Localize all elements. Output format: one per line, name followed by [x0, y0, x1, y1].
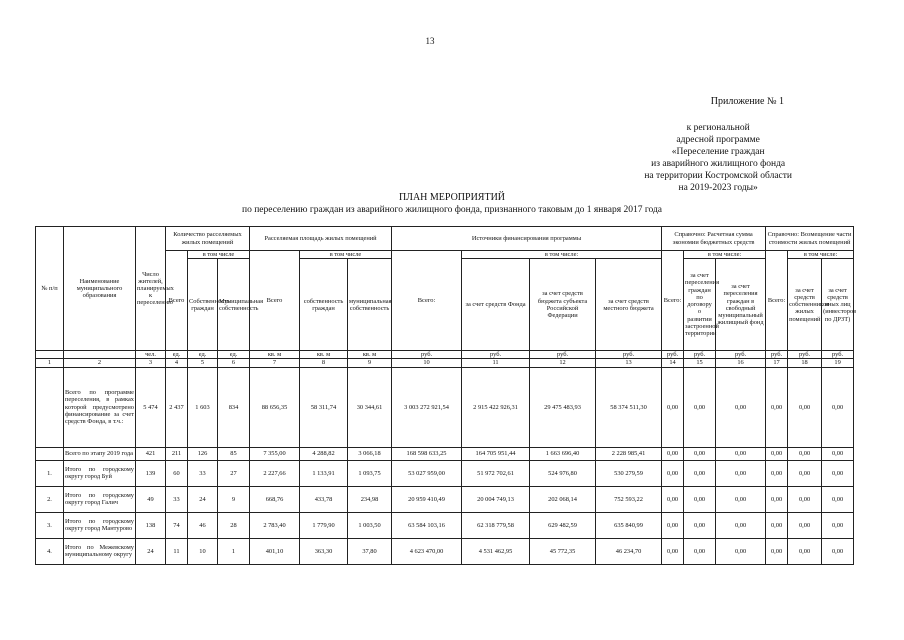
header-ref-compensation-group: Справочно: Возмещение части стоимости жилых помещений: [766, 227, 854, 251]
row-cell: 49: [136, 486, 166, 512]
row-cell: 0,00: [822, 460, 854, 486]
row-no: 4.: [36, 538, 64, 564]
row-cell: 1 133,91: [300, 460, 348, 486]
row-cell: 0,00: [822, 486, 854, 512]
header-econ-contract: за счет переселения граждан по договору о развитии застроенной территории: [684, 259, 716, 351]
row-cell: 530 279,59: [596, 460, 662, 486]
header-econ-free: за счет переселения граждан в свободный муниципальный жилищный фонд: [716, 259, 766, 351]
header-fund: за счет средств Фонда: [462, 259, 530, 351]
row-cell: 2 228 985,41: [596, 447, 662, 460]
unit-cell: руб.: [596, 351, 662, 359]
row-cell: 168 598 633,25: [392, 447, 462, 460]
unit-cell: кв. м: [300, 351, 348, 359]
column-number: 14: [662, 359, 684, 367]
column-number: 4: [166, 359, 188, 367]
unit-cell: руб.: [822, 351, 854, 359]
reference-line: на территории Костромской области: [644, 171, 792, 181]
row-cell: 3 066,18: [348, 447, 392, 460]
header-no: № п/п: [36, 227, 64, 351]
column-numbers-row: [36, 359, 854, 367]
unit-cell: руб.: [392, 351, 462, 359]
page-number: 13: [425, 36, 435, 46]
row-cell: 1 093,75: [348, 460, 392, 486]
header-subject-budget: за счет средств бюджета субъекта Российской Федерации: [530, 259, 596, 351]
appendix-label: Приложение № 1: [710, 96, 784, 107]
header-residents: Число жителей, планируемых к переселению: [136, 227, 166, 351]
row-cell: 0,00: [684, 367, 716, 447]
header-local-budget: за счет средств местного бюджета: [596, 259, 662, 351]
header-own-people-area: собственность граждан: [300, 259, 348, 351]
row-name: Итого по Межевскому муниципальному округу: [64, 538, 136, 564]
unit-cell: руб.: [462, 351, 530, 359]
row-cell: 20 959 410,49: [392, 486, 462, 512]
row-cell: 29 475 483,93: [530, 367, 596, 447]
row-cell: 0,00: [822, 512, 854, 538]
header-area-total: Всего: [250, 251, 300, 351]
row-cell: 0,00: [716, 447, 766, 460]
row-cell: 0,00: [766, 367, 788, 447]
column-number: 15: [684, 359, 716, 367]
header-area-in-that: в том числе: [300, 251, 392, 259]
row-cell: 0,00: [822, 367, 854, 447]
row-cell: 1 603: [188, 367, 218, 447]
row-cell: 0,00: [716, 460, 766, 486]
row-cell: 4 531 462,95: [462, 538, 530, 564]
row-cell: 0,00: [684, 486, 716, 512]
row-cell: 834: [218, 367, 250, 447]
row-cell: 63 584 103,16: [392, 512, 462, 538]
row-cell: 1 779,90: [300, 512, 348, 538]
row-cell: 0,00: [662, 512, 684, 538]
document-title: ПЛАН МЕРОПРИЯТИЙ: [398, 192, 506, 203]
row-cell: 37,80: [348, 538, 392, 564]
row-cell: 58 374 511,30: [596, 367, 662, 447]
row-cell: 234,98: [348, 486, 392, 512]
row-cell: 4 623 470,00: [392, 538, 462, 564]
row-cell: 0,00: [766, 538, 788, 564]
row-cell: 0,00: [662, 460, 684, 486]
header-premises-group: Количество расселяемых жилых помещений: [166, 227, 250, 251]
column-number: 11: [462, 359, 530, 367]
header-funding-total: Всего:: [392, 251, 462, 351]
row-cell: 20 004 749,13: [462, 486, 530, 512]
row-cell: 0,00: [684, 460, 716, 486]
row-cell: 0,00: [788, 460, 822, 486]
header-comp-investors: за счет средств иных лиц (инвесторов по ДРЗТ): [822, 259, 854, 351]
row-cell: 138: [136, 512, 166, 538]
row-no: [36, 367, 64, 447]
header-econ-in-that: в том числе:: [684, 251, 766, 259]
row-cell: 5 474: [136, 367, 166, 447]
row-cell: 1 003,50: [348, 512, 392, 538]
header-premises-total: Всего: [166, 251, 188, 351]
unit-cell: руб.: [716, 351, 766, 359]
row-cell: 62 318 779,58: [462, 512, 530, 538]
reference-line: «Переселение граждан: [671, 147, 765, 157]
column-number: 10: [392, 359, 462, 367]
row-cell: 0,00: [788, 367, 822, 447]
row-cell: 0,00: [716, 512, 766, 538]
row-cell: 421: [136, 447, 166, 460]
reference-line: адресной программе: [676, 135, 760, 145]
row-name: Итого по городскому округу город Галич: [64, 486, 136, 512]
header-name: Наименование муниципального образования: [64, 227, 136, 351]
row-cell: 164 705 951,44: [462, 447, 530, 460]
row-cell: 11: [166, 538, 188, 564]
plan-table: [35, 226, 857, 565]
row-cell: 752 593,22: [596, 486, 662, 512]
row-cell: 28: [218, 512, 250, 538]
row-cell: 46 234,70: [596, 538, 662, 564]
row-cell: 45 772,35: [530, 538, 596, 564]
row-cell: 524 976,80: [530, 460, 596, 486]
row-cell: 668,76: [250, 486, 300, 512]
header-comp-in-that: в том числе:: [788, 251, 854, 259]
row-name: Итого по городскому округу город Мантурово: [64, 512, 136, 538]
unit-cell: кв. м: [348, 351, 392, 359]
column-number: 13: [596, 359, 662, 367]
unit-cell: руб.: [766, 351, 788, 359]
row-cell: 9: [218, 486, 250, 512]
unit-cell: ед.: [188, 351, 218, 359]
table-row: [36, 367, 854, 447]
header-econ-total: Всего:: [662, 251, 684, 351]
row-cell: 629 482,59: [530, 512, 596, 538]
row-cell: 10: [188, 538, 218, 564]
row-cell: 0,00: [662, 538, 684, 564]
unit-cell: ед.: [218, 351, 250, 359]
column-number: 7: [250, 359, 300, 367]
row-cell: 2 915 422 926,31: [462, 367, 530, 447]
table-row: [36, 447, 854, 460]
row-cell: 202 068,14: [530, 486, 596, 512]
unit-cell: руб.: [662, 351, 684, 359]
header-municipal-area: муниципальная собственность: [348, 259, 392, 351]
row-cell: 4 288,82: [300, 447, 348, 460]
header-area-group: Расселяемая площадь жилых помещений: [250, 227, 392, 251]
row-cell: 635 840,99: [596, 512, 662, 538]
row-no: 1.: [36, 460, 64, 486]
row-cell: 0,00: [684, 447, 716, 460]
row-cell: 74: [166, 512, 188, 538]
row-cell: 2 227,66: [250, 460, 300, 486]
column-number: 18: [788, 359, 822, 367]
unit-cell: ед.: [166, 351, 188, 359]
row-cell: 58 311,74: [300, 367, 348, 447]
row-no: 2.: [36, 486, 64, 512]
header-comp-own: за счет средств собственников жилых помещений: [788, 259, 822, 351]
row-cell: 0,00: [662, 486, 684, 512]
column-number: 16: [716, 359, 766, 367]
row-cell: 0,00: [716, 367, 766, 447]
row-cell: 0,00: [788, 512, 822, 538]
column-number: 6: [218, 359, 250, 367]
row-cell: 0,00: [766, 512, 788, 538]
row-cell: 139: [136, 460, 166, 486]
reference-line: на 2019-2023 годы»: [678, 183, 758, 193]
unit-cell: руб.: [684, 351, 716, 359]
row-cell: 0,00: [788, 447, 822, 460]
column-number: 2: [64, 359, 136, 367]
header-comp-total: Всего:: [766, 251, 788, 351]
row-cell: 0,00: [822, 538, 854, 564]
header-ref-economy-group: Справочно: Расчетная сумма экономии бюджетных средств: [662, 227, 766, 251]
reference-line: из аварийного жилищного фонда: [651, 159, 786, 169]
row-cell: 1: [218, 538, 250, 564]
row-cell: 0,00: [716, 486, 766, 512]
table-row: [36, 512, 854, 538]
units-row: [36, 351, 854, 359]
row-cell: 85: [218, 447, 250, 460]
reference-line: к региональной: [686, 123, 750, 133]
row-name: Итого по городскому округу город Буй: [64, 460, 136, 486]
row-cell: 60: [166, 460, 188, 486]
row-cell: 0,00: [788, 486, 822, 512]
row-cell: 88 656,35: [250, 367, 300, 447]
row-cell: 3 003 272 921,54: [392, 367, 462, 447]
unit-cell: кв. м: [250, 351, 300, 359]
unit-cell: руб.: [530, 351, 596, 359]
column-number: 19: [822, 359, 854, 367]
row-cell: 0,00: [766, 460, 788, 486]
row-cell: 27: [218, 460, 250, 486]
row-cell: 24: [188, 486, 218, 512]
row-cell: 33: [188, 460, 218, 486]
column-number: 8: [300, 359, 348, 367]
table-row: [36, 486, 854, 512]
row-cell: 0,00: [662, 447, 684, 460]
row-cell: 2 783,40: [250, 512, 300, 538]
column-number: 3: [136, 359, 166, 367]
row-cell: 401,10: [250, 538, 300, 564]
row-no: 3.: [36, 512, 64, 538]
row-cell: 53 027 959,00: [392, 460, 462, 486]
row-cell: 0,00: [766, 447, 788, 460]
row-name: Всего по этапу 2019 года: [64, 447, 136, 460]
row-cell: 0,00: [716, 538, 766, 564]
row-cell: 433,78: [300, 486, 348, 512]
header-premises-in-that: в том числе: [188, 251, 250, 259]
row-cell: 0,00: [684, 512, 716, 538]
column-number: 5: [188, 359, 218, 367]
table-row: [36, 538, 854, 564]
table-row: [36, 460, 854, 486]
row-cell: 0,00: [684, 538, 716, 564]
row-cell: 0,00: [662, 367, 684, 447]
row-no: [36, 447, 64, 460]
column-number: 9: [348, 359, 392, 367]
row-cell: 0,00: [766, 486, 788, 512]
row-name: Всего по программе переселения, в рамках которой предусмотрено финансирование за счет средств Фонда, в т.ч.:: [64, 367, 136, 447]
row-cell: 126: [188, 447, 218, 460]
row-cell: 0,00: [822, 447, 854, 460]
column-number: 1: [36, 359, 64, 367]
row-cell: 363,30: [300, 538, 348, 564]
row-cell: 211: [166, 447, 188, 460]
row-cell: 24: [136, 538, 166, 564]
unit-cell: руб.: [788, 351, 822, 359]
header-funding-group: Источники финансирования программы: [392, 227, 662, 251]
header-funding-in-that: в том числе:: [462, 251, 662, 259]
row-cell: 30 344,61: [348, 367, 392, 447]
column-number: 12: [530, 359, 596, 367]
document-subtitle: по переселению граждан из аварийного жилищного фонда, признанного таковым до 1 января 2017 года: [242, 205, 662, 215]
program-reference: [644, 122, 792, 194]
row-cell: 7 355,00: [250, 447, 300, 460]
unit-cell: чел.: [136, 351, 166, 359]
header-municipal: Муниципальная собственность: [218, 259, 250, 351]
row-cell: 2 437: [166, 367, 188, 447]
row-cell: 33: [166, 486, 188, 512]
row-cell: 46: [188, 512, 218, 538]
row-cell: 0,00: [788, 538, 822, 564]
row-cell: 1 663 696,40: [530, 447, 596, 460]
row-cell: 51 972 702,61: [462, 460, 530, 486]
header-own-people: Собственность граждан: [188, 259, 218, 351]
column-number: 17: [766, 359, 788, 367]
